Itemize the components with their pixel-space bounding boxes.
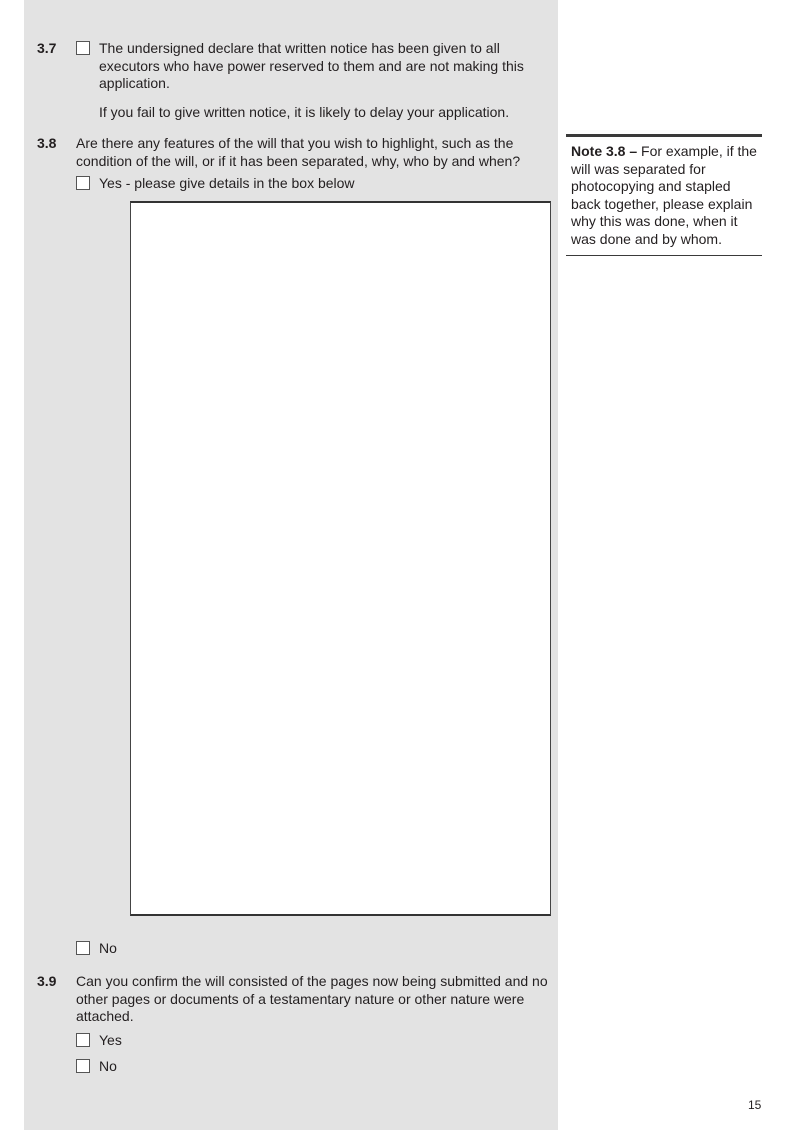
note-3-8-text: For example, if the will was separated for photocopying and stapled back together, please explain why this was done, when it was done and by whom. (571, 143, 757, 247)
pages-no-label: No (99, 1058, 117, 1074)
features-no-checkbox[interactable] (76, 941, 90, 955)
question-number-3-7: 3.7 (37, 40, 57, 56)
features-no-label: No (99, 940, 117, 956)
pages-yes-label: Yes (99, 1032, 122, 1048)
features-yes-checkbox[interactable] (76, 176, 90, 190)
declare-notice-checkbox[interactable] (76, 41, 90, 55)
note-3-8 (566, 134, 762, 256)
question-3-9-text: Can you confirm the will consisted of the pages now being submitted and no other pages or documents of a testamentary nature or other nature were attached. (76, 973, 548, 1024)
pages-no-checkbox[interactable] (76, 1059, 90, 1073)
question-3-7-text: The undersigned declare that written notice has been given to all executors who have power reserved to them and are not making this application. (99, 40, 524, 91)
question-number-3-9: 3.9 (37, 973, 57, 989)
question-3-8-text: Are there any features of the will that you wish to highlight, such as the condition of the will, or if it has been separated, why, who by and when? (76, 135, 521, 169)
page-number: 15 (748, 1098, 762, 1112)
features-yes-label: Yes - please give details in the box below (99, 175, 355, 191)
note-3-8-title: Note 3.8 – (571, 143, 638, 159)
notice-warning-text: If you fail to give written notice, it is likely to delay your application. (99, 104, 510, 120)
features-details-textarea[interactable] (130, 201, 551, 916)
question-number-3-8: 3.8 (37, 135, 57, 151)
pages-yes-checkbox[interactable] (76, 1033, 90, 1047)
